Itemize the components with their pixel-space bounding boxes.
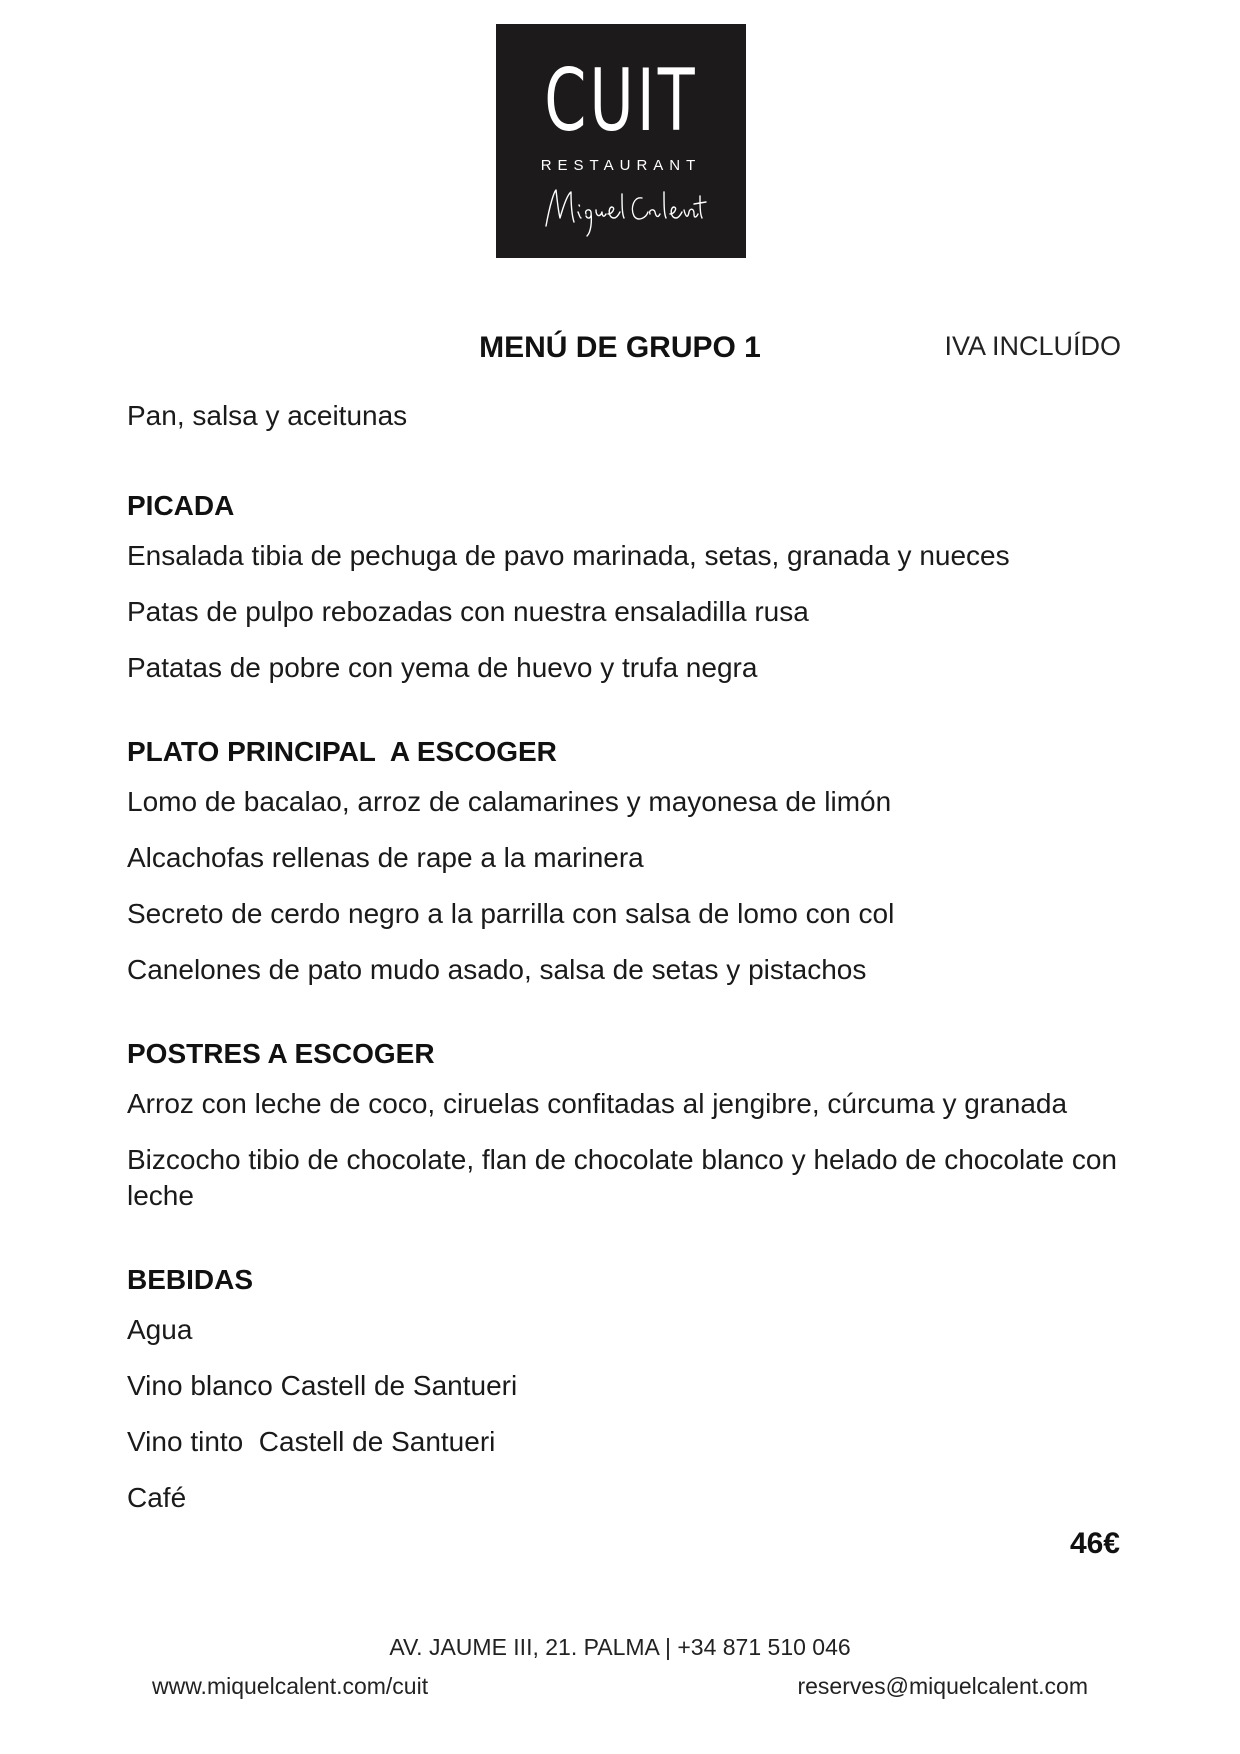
menu-item: Patas de pulpo rebozadas con nuestra ensaladilla rusa: [127, 596, 809, 627]
intro-line: Pan, salsa y aceitunas: [127, 400, 408, 431]
logo-wordmark: CUIT: [544, 51, 698, 151]
menu-item: Vino tinto Castell de Santueri: [127, 1426, 496, 1457]
section-picada: [127, 486, 1127, 686]
menu-item: Secreto de cerdo negro a la parrilla con salsa de lomo con col: [127, 898, 895, 929]
section-title: POSTRES A ESCOGER: [127, 1038, 435, 1069]
footer-address: AV. JAUME III, 21. PALMA | +34 871 510 046: [389, 1634, 851, 1660]
menu-title: MENÚ DE GRUPO 1: [479, 331, 761, 364]
website-link[interactable]: www.miquelcalent.com/cuit: [152, 1673, 429, 1699]
section-title: BEBIDAS: [127, 1264, 254, 1295]
menu-item: Café: [127, 1482, 187, 1513]
section-title: PICADA: [127, 490, 235, 521]
menu-content: [127, 396, 1127, 1562]
email-link[interactable]: reserves@miquelcalent.com: [797, 1673, 1088, 1699]
section-title: PLATO PRINCIPAL A ESCOGER: [127, 736, 557, 767]
section-main-course: [127, 732, 1127, 988]
section-desserts: [127, 1034, 1127, 1214]
section-drinks: [127, 1260, 1127, 1516]
signature-mark: [538, 174, 708, 240]
menu-item: Alcachofas rellenas de rape a la marinera: [127, 842, 644, 873]
menu-item: Ensalada tibia de pechuga de pavo marinada, setas, granada y nueces: [127, 540, 1010, 571]
menu-item: Vino blanco Castell de Santueri: [127, 1370, 518, 1401]
menu-item: Lomo de bacalao, arroz de calamarines y mayonesa de limón: [127, 786, 892, 817]
logo-subtitle: RESTAURANT: [540, 157, 702, 174]
restaurant-logo: [496, 24, 746, 258]
tax-note: IVA INCLUÍDO: [944, 331, 1121, 361]
menu-item: Canelones de pato mudo asado, salsa de setas y pistachos: [127, 954, 867, 985]
menu-price: 46€: [1069, 1527, 1120, 1560]
menu-item: Patatas de pobre con yema de huevo y trufa negra: [127, 652, 758, 683]
menu-item: Bizcocho tibio de chocolate, flan de chocolate blanco y helado de chocolate con leche: [127, 1144, 1118, 1211]
menu-item: Arroz con leche de coco, ciruelas confitadas al jengibre, cúrcuma y granada: [127, 1088, 1068, 1119]
menu-item: Agua: [127, 1314, 193, 1345]
